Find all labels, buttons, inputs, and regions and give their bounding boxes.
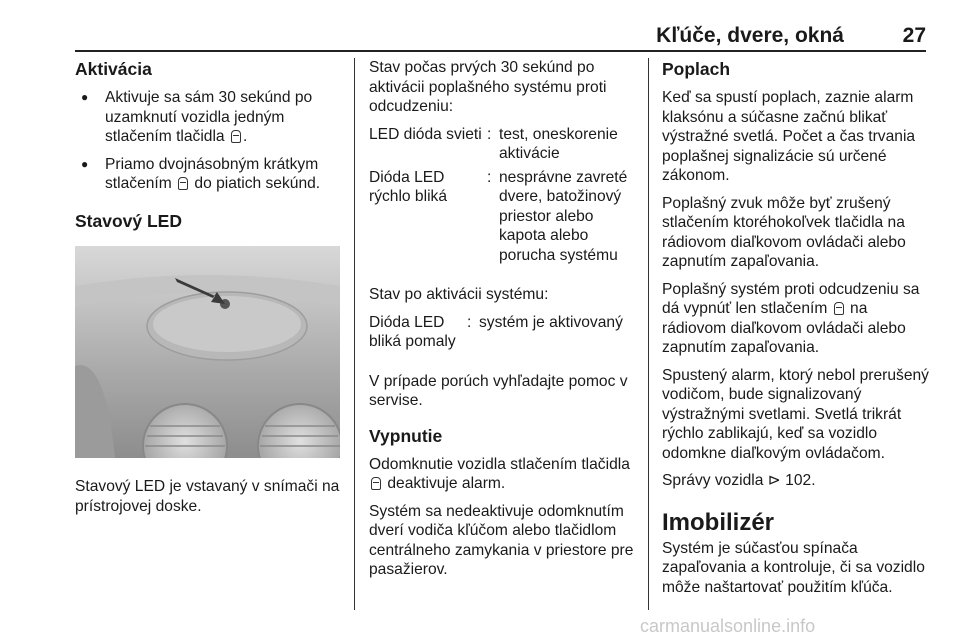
status-intro: Stav počas prvých 30 sekúnd po aktivácii poplašného systému proti odcudzeniu:	[369, 59, 607, 115]
column-divider-1	[354, 58, 355, 610]
led-dashboard-image	[75, 246, 340, 458]
fault-text: V prípade porúch vyhľadajte pomoc v servise.	[369, 372, 628, 409]
column-2	[369, 58, 634, 588]
table-desc: nesprávne zavreté dvere, batožinový priestor alebo kapota alebo porucha systému	[499, 168, 628, 264]
alarm-text-2: Poplašný zvuk môže byť zrušený stlačením ktoréhokoľvek tlačidla na rádiovom diaľkovom ovládači alebo zapnutím zapaľovania.	[662, 194, 906, 270]
lock-button-icon	[231, 130, 241, 143]
lock-button-icon	[178, 177, 188, 190]
list-item: ● Priamo dvojnásobným krátkym stlačením do piatich sekúnd.	[75, 155, 340, 194]
activation-list	[75, 88, 340, 194]
column-divider-2	[648, 58, 649, 610]
column-3	[662, 58, 930, 605]
after-activation-text: Stav po aktivácii systému:	[369, 286, 549, 303]
unlock-button-icon	[834, 302, 844, 315]
deactivation-note: Systém sa nedeaktivuje odomknutím dverí vodiča kľúčom alebo tlačidlom centrálneho zamykania v priestore pre pasažierov.	[369, 502, 634, 578]
immobilizer-text: Systém je súčasťou spínača zapaľovania a kontroluje, či sa vozidlo môže naštartovať použitím kľúča.	[662, 539, 925, 596]
watermark: carmanualsonline.info	[640, 616, 816, 636]
table-desc: test, oneskorenie aktivácie	[499, 125, 618, 162]
table-term: LED dióda svieti	[369, 125, 482, 143]
status-table-2: Dióda LED bliká pomaly : systém je aktivovaný	[369, 313, 634, 356]
vehicle-messages-ref: Správy vozidla ⊳ 102.	[662, 472, 816, 489]
page-number: 27	[902, 24, 926, 47]
page-reference-arrow-icon: ⊳	[767, 472, 781, 489]
table-term: Dióda LED rýchlo bliká	[369, 168, 447, 205]
heading-imobilizer: Imobilizér	[662, 508, 775, 536]
alarm-text-1: Keď sa spustí poplach, zaznie alarm klaksónu a súčasne začnú blikať výstražné svetlá. Počet a čas trvania poplašnej signalizácie sú určené zákonom.	[662, 89, 916, 184]
page-header	[75, 24, 926, 50]
heading-vypnutie: Vypnutie	[369, 425, 443, 446]
unlock-button-icon	[371, 477, 381, 490]
table-desc: systém je aktivovaný	[479, 313, 623, 331]
heading-stavovy-led: Stavový LED	[75, 210, 182, 231]
page-reference-link[interactable]: 102.	[785, 472, 816, 489]
heading-poplach: Poplach	[662, 59, 731, 79]
led-caption: Stavový LED je vstavaný v snímači na prístrojovej doske.	[75, 478, 340, 515]
deactivation-text: Odomknutie vozidla stlačením tlačidla deaktivuje alarm.	[369, 455, 630, 492]
header-title: Kľúče, dvere, okná	[656, 24, 844, 47]
header-rule	[75, 50, 926, 52]
table-term: Dióda LED bliká pomaly	[369, 313, 456, 350]
heading-aktivacia: Aktivácia	[75, 59, 152, 79]
list-item: ● Aktivuje sa sám 30 sekúnd po uzamknutí vozidla jedným stlačením tlačidla .	[75, 88, 340, 147]
status-table-1: LED dióda svieti : test, oneskorenie aktivácie Dióda LED rýchlo bliká : nesprávne zavreté dvere, batožinový priestor alebo kapota alebo porucha systému	[369, 125, 634, 270]
alarm-text-3: Poplašný systém proti odcudzeniu sa dá vypnúť len stlačením na rádiovom diaľkovom ovládači alebo zapnutím zapaľovania.	[662, 280, 920, 356]
column-1	[75, 58, 340, 524]
alarm-text-4: Spustený alarm, ktorý nebol prerušený vodičom, bude signalizovaný výstražnými svetlami. Svetlá trikrát rýchlo zablikajú, keď sa vozidlo odomkne diaľkovým ovládačom.	[662, 366, 929, 462]
